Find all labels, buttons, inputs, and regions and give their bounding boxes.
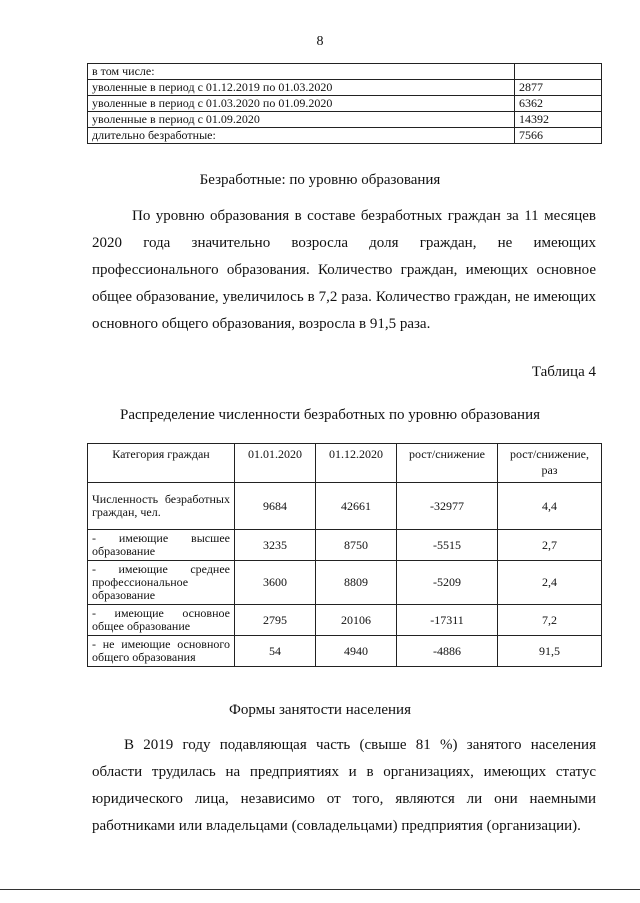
cell-diff: -5515 (397, 530, 498, 561)
col-header-ratio: рост/снижение, раз (498, 444, 602, 483)
row-value: 14392 (515, 112, 602, 128)
cell-category: - имеющие основное общее образование (88, 605, 235, 636)
col-header-date-1: 01.01.2020 (235, 444, 316, 483)
cell-ratio: 7,2 (498, 605, 602, 636)
cell-value-2: 8809 (316, 561, 397, 605)
row-value: 2877 (515, 80, 602, 96)
table-row (88, 636, 602, 667)
table-row (88, 561, 602, 605)
cell-value-1: 3235 (235, 530, 316, 561)
row-label: уволенные в период с 01.09.2020 (88, 112, 515, 128)
cell-category: - имеющие среднее профессиональное образование (88, 561, 235, 605)
cell-category: Численность безработных граждан, чел. (88, 483, 235, 530)
table-row (88, 64, 602, 80)
cell-category: - не имеющие основного общего образования (88, 636, 235, 667)
cell-value-1: 2795 (235, 605, 316, 636)
table-header-row (88, 444, 602, 483)
page-number: 8 (316, 34, 324, 49)
cell-diff: -5209 (397, 561, 498, 605)
row-value: 7566 (515, 128, 602, 144)
table-row (88, 483, 602, 530)
table-row (88, 128, 602, 144)
employment-paragraph: В 2019 году подавляющая часть (свыше 81 %) занятого населения области трудилась на предприятиях и в организациях, имеющих статус юридического лица, независимо от того, являются ли они наемными работниками или владельцами (совладельцами) предприятия (организации). (92, 737, 596, 834)
table-number-label: Таблица 4 (531, 364, 596, 380)
col-header-diff: рост/снижение (397, 444, 498, 483)
education-table (87, 443, 602, 667)
table-row (88, 530, 602, 561)
cell-diff: -4886 (397, 636, 498, 667)
page-bottom-rule (0, 889, 640, 890)
cell-ratio: 2,7 (498, 530, 602, 561)
row-value: 6362 (515, 96, 602, 112)
dismissed-summary-table (87, 63, 602, 144)
row-label: уволенные в период с 01.12.2019 по 01.03.2020 (88, 80, 515, 96)
row-label: длительно безработные: (88, 128, 515, 144)
cell-value-2: 42661 (316, 483, 397, 530)
table-row (88, 112, 602, 128)
cell-value-1: 9684 (235, 483, 316, 530)
cell-ratio: 91,5 (498, 636, 602, 667)
col-header-date-2: 01.12.2020 (316, 444, 397, 483)
cell-category: - имеющие высшее образование (88, 530, 235, 561)
cell-value-2: 4940 (316, 636, 397, 667)
table-row (88, 80, 602, 96)
cell-diff: -17311 (397, 605, 498, 636)
cell-value-1: 3600 (235, 561, 316, 605)
col-header-category: Категория граждан (88, 444, 235, 483)
row-label: в том числе: (88, 64, 515, 80)
cell-ratio: 2,4 (498, 561, 602, 605)
table-title: Распределение численности безработных по уровню образования (120, 407, 540, 423)
row-label: уволенные в период с 01.03.2020 по 01.09.2020 (88, 96, 515, 112)
section-heading-employment: Формы занятости населения (229, 702, 411, 718)
cell-value-2: 20106 (316, 605, 397, 636)
row-value (515, 64, 602, 80)
education-paragraph: По уровню образования в составе безработных граждан за 11 месяцев 2020 года значительно возросла доля граждан, не имеющих профессионального образования. Количество граждан, имеющих основное общее образование, увеличилось в 7,2 раза. Количество граждан, не имеющих основного общего образования, возросла в 91,5 раза. (92, 208, 596, 332)
cell-value-2: 8750 (316, 530, 397, 561)
section-heading-education: Безработные: по уровню образования (199, 172, 441, 188)
cell-ratio: 4,4 (498, 483, 602, 530)
table-row (88, 605, 602, 636)
cell-value-1: 54 (235, 636, 316, 667)
cell-diff: -32977 (397, 483, 498, 530)
table-row (88, 96, 602, 112)
